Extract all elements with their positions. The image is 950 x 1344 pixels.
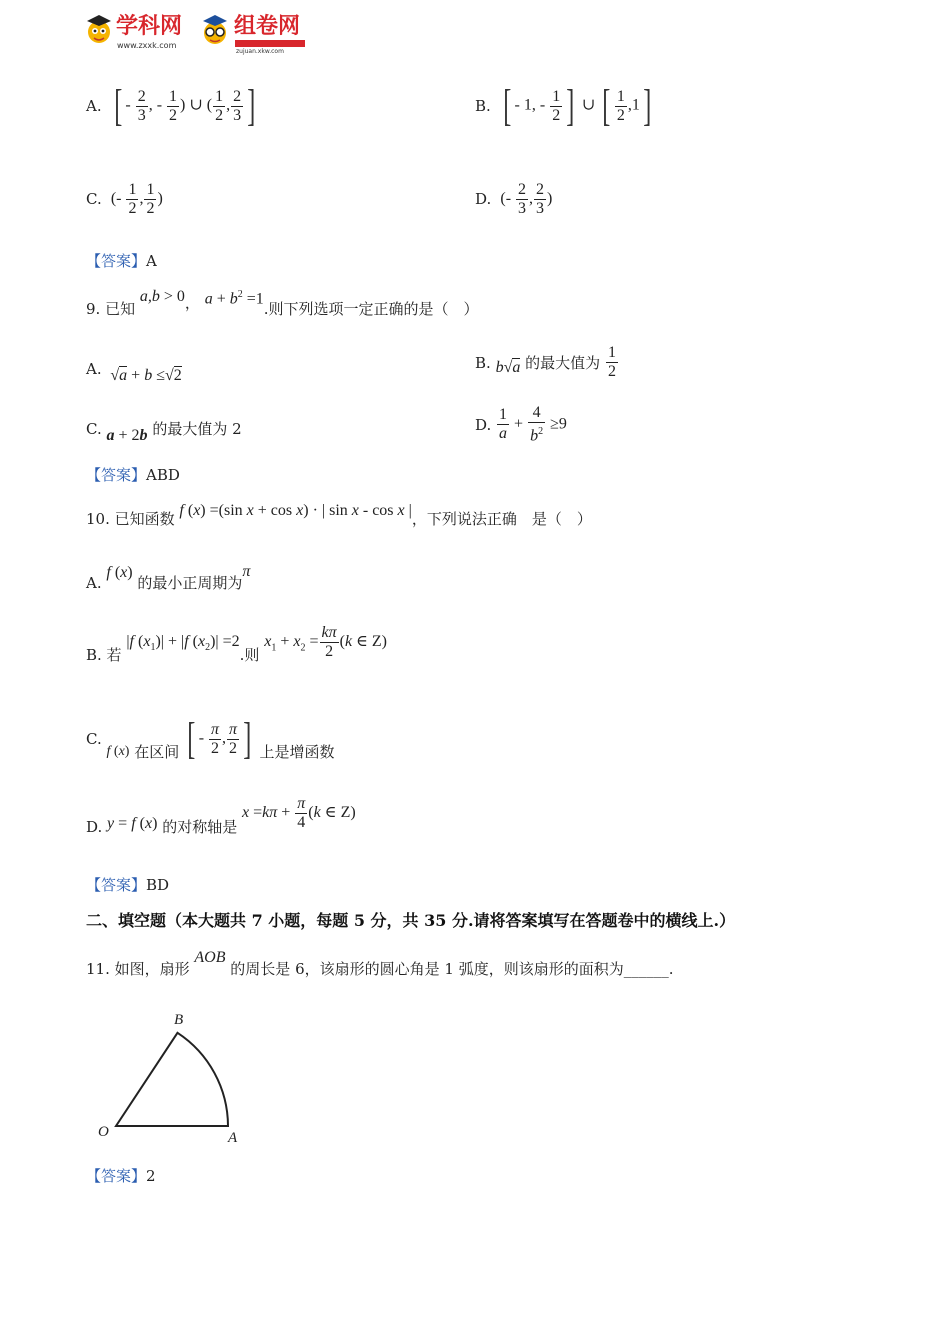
section-title: 二、填空题（本大题共 7 小题，每题 5 分，共 35 分.请将答案填写在答题卷中的横线上.） [86, 911, 736, 930]
q10-option-c-fx: f (x) [106, 744, 130, 759]
sector-outline [116, 1033, 228, 1126]
sector-figure [92, 1008, 252, 1148]
option-label: C. [86, 420, 102, 438]
option-label: A. [86, 360, 102, 378]
q9-condition-2: $a + b^2 =1$ [204, 288, 264, 308]
q9-condition-1: a,b > 0 [139, 288, 185, 305]
answer-value: A [146, 252, 157, 270]
q11-prefix: 11. 如图，扇形 [86, 960, 190, 978]
logo-zujuan-text: 组卷网 [234, 14, 301, 39]
q10-option-b-cond: |f $(x_1)| + |f$ $(x_2)| =2$ [126, 632, 240, 654]
answer-value: ABD [146, 466, 180, 484]
q10-option-c-text: 在区间 [134, 743, 180, 761]
q10-option-d-text: 的对称轴是 [162, 818, 238, 836]
q9-option-a [86, 360, 182, 384]
mascot-icon [84, 12, 114, 50]
q8-answer [86, 252, 157, 270]
q9-option-d [475, 404, 567, 450]
q10-function: f (x) =(sin x + cos x) · | sin x - cos x | [179, 502, 412, 519]
q9-option-c [86, 420, 242, 444]
q9-stem: 9. 已知 a,b > 0， $a + b^2 =1$.则下列选项一定正确的是（ ） [86, 290, 479, 320]
sector-label-a: A [228, 1130, 238, 1146]
q8-option-c-math: (- $\frac{1}{2}$ , $\frac{1}{2}$ ) [110, 180, 163, 217]
sector-label-b: B [174, 1012, 184, 1028]
q10-option-d-eq: y = f (x) [107, 815, 158, 832]
q10-option-b-text: .则 [239, 646, 260, 664]
option-label: B. [475, 353, 491, 372]
q10-option-a-text: 的最小正周期为 [137, 574, 243, 592]
answer-tag: 【答案】 [86, 466, 147, 484]
q9-answer [86, 466, 180, 484]
q9-option-d-math: $\frac{1}{a}$ + $\frac{4}{b^2}$ ≥9 [499, 404, 567, 445]
option-label: C. [86, 190, 102, 208]
option-label: C. [86, 730, 102, 748]
q8-option-a-math: [ - $\frac{2}{3}$ , - $\frac{1}{2}$ ) ∪ ( $\frac{1}{2}$ , $\frac{2}{3}$ ] [114, 81, 256, 130]
q9-prefix: 9. 已知 [86, 300, 136, 318]
logo-zxxk-url: www.zxxk.com [117, 41, 177, 50]
answer-value: BD [146, 876, 170, 894]
q11-answer [86, 1167, 156, 1185]
q10-option-c [86, 704, 335, 763]
q10-option-d [86, 790, 356, 838]
q10-prefix: 10. 已知函数 [86, 510, 175, 528]
logo-zxxk-text: 学科网 [116, 14, 183, 39]
sector-label-o: O [98, 1124, 109, 1140]
q9-option-b-frac: $\frac{1}{2}$ [607, 344, 616, 380]
q9-option-b-text: 的最大值为 [525, 353, 601, 372]
answer-tag: 【答案】 [86, 876, 147, 894]
answer-value: 2 [146, 1167, 156, 1185]
q10-option-c-text2: 上是增函数 [259, 743, 335, 761]
q11-sector-name: AOB [194, 949, 226, 966]
q10-option-a [86, 558, 250, 592]
q8-option-c [86, 164, 163, 217]
q10-option-b-concl: $x_1 + x_2$ = $\frac{k\pi}{2}$ (k ∈ Z) [264, 623, 388, 660]
mascot-glasses-icon [198, 12, 232, 50]
q9-option-b-math: b√a [495, 358, 521, 376]
answer-tag: 【答案】 [86, 252, 147, 270]
q10-option-b [86, 620, 387, 670]
q11-suffix: 的周长是 6，该扇形的圆心角是 1 弧度，则该扇形的面积为______. [230, 960, 674, 978]
header-logo-zujuan[interactable] [198, 12, 310, 55]
logo-zujuan-url: zujuan.xkw.com [236, 48, 284, 55]
q9-option-b [475, 344, 619, 388]
q9-option-c-text: 的最大值为 2 [152, 420, 242, 438]
q8-option-d-math: (- $\frac{2}{3}$ , $\frac{2}{3}$ ) [500, 180, 553, 217]
q8-option-d [475, 164, 553, 217]
option-label: A. [86, 574, 102, 592]
q10-answer [86, 876, 169, 894]
q10-option-c-interval: [ - $\frac{\pi}{2}$ , $\frac{\pi}{2}$ ] [187, 714, 252, 763]
q9-suffix: .则下列选项一定正确的是（ ） [263, 300, 479, 318]
q8-option-a [86, 80, 259, 132]
q9-option-a-math: √a + b ≤√2 [110, 367, 182, 384]
q10-option-a-fx: f (x) [106, 564, 133, 581]
option-label: B. 若 [86, 646, 122, 664]
answer-tag: 【答案】 [86, 1167, 147, 1185]
q11-stem [86, 944, 673, 976]
header-logo-zxxk[interactable] [84, 12, 196, 52]
option-label: D. [475, 190, 492, 208]
option-label: B. [475, 97, 491, 115]
q8-option-b [475, 80, 655, 132]
q10-option-d-axis: x =kπ + $\frac{\pi}{4}$ (k ∈ Z) [241, 794, 356, 831]
q10-suffix: ，下列说法正确 是（ ） [411, 510, 592, 528]
q10-option-a-pi: π [242, 563, 251, 580]
option-label: A. [86, 97, 102, 115]
q9-option-c-math: a + 2b [106, 427, 148, 444]
option-label: D. [475, 415, 492, 434]
option-label: D. [86, 818, 103, 836]
logo-zujuan-banner [235, 40, 305, 47]
q10-stem [86, 496, 592, 530]
q8-option-b-math: [ - 1, - $\frac{1}{2}$ ] ∪ [ $\frac{1}{2}$ ,1] [503, 81, 652, 130]
